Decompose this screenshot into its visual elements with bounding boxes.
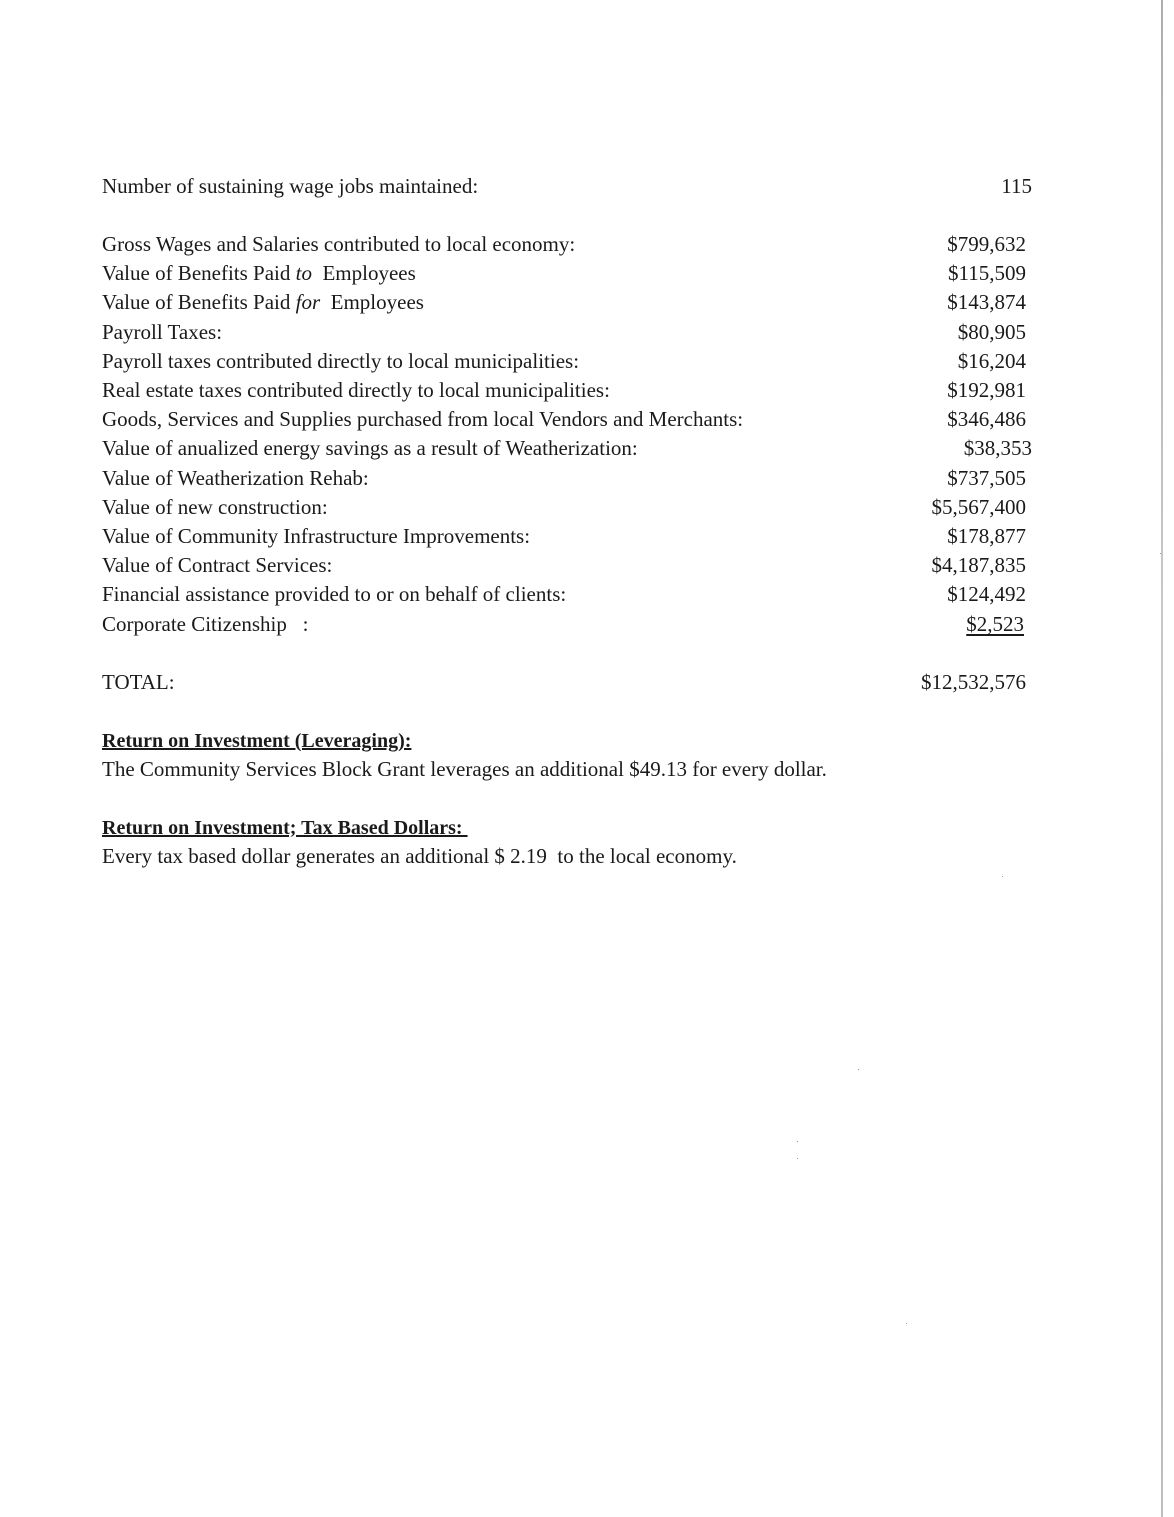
- row-value: $346,486: [947, 407, 1026, 431]
- table-row: [102, 522, 1032, 551]
- roi-tax-heading: Return on Investment; Tax Based Dollars:: [102, 817, 468, 839]
- scan-speck: [797, 1141, 798, 1142]
- jobs-value: 115: [1001, 174, 1032, 198]
- row-value: $192,981: [947, 378, 1026, 402]
- table-row: [102, 230, 1032, 259]
- roi-leveraging-heading: Return on Investment (Leveraging):: [102, 730, 412, 752]
- row-label-text: Value of Benefits Paid: [102, 261, 296, 285]
- row-label: Value of Community Infrastructure Improvements:: [102, 524, 531, 548]
- row-label: [102, 259, 416, 288]
- row-value: $737,505: [947, 466, 1026, 490]
- jobs-label: Number of sustaining wage jobs maintained:: [102, 174, 479, 198]
- row-value: $5,567,400: [931, 495, 1026, 519]
- scan-speck: [1160, 553, 1161, 554]
- row-value: $38,353: [963, 436, 1032, 460]
- row-label: Payroll taxes contributed directly to local municipalities:: [102, 349, 580, 373]
- row-label: Real estate taxes contributed directly to local municipalities:: [102, 378, 610, 402]
- row-value: $4,187,835: [931, 553, 1026, 577]
- jobs-row: [102, 172, 1032, 201]
- row-label: Corporate Citizenship :: [102, 612, 309, 636]
- table-row: [102, 434, 1032, 463]
- row-value: $178,877: [947, 524, 1026, 548]
- total-label: TOTAL:: [102, 670, 175, 694]
- row-value: $143,874: [947, 290, 1026, 314]
- row-value: $16,204: [957, 349, 1026, 373]
- roi-leveraging-text: The Community Services Block Grant leverages an additional $49.13 for every dollar.: [102, 757, 827, 781]
- row-label-text: Value of Benefits Paid: [102, 290, 296, 314]
- row-label: Value of Weatherization Rehab:: [102, 466, 369, 490]
- total-row: [102, 668, 1032, 697]
- table-row: [102, 580, 1032, 609]
- row-label: [102, 288, 424, 317]
- row-value: $124,492: [947, 582, 1026, 606]
- row-label-text: Employees: [320, 290, 424, 314]
- row-label-text: Employees: [311, 261, 416, 285]
- scan-speck: [906, 1323, 907, 1324]
- row-label: Financial assistance provided to or on behalf of clients:: [102, 582, 567, 606]
- row-label: Value of anualized energy savings as a result of Weatherization:: [102, 436, 638, 460]
- table-row: [102, 376, 1032, 405]
- table-row: [102, 610, 1032, 639]
- scan-speck: [1002, 876, 1003, 877]
- total-value: $12,532,576: [921, 670, 1026, 694]
- row-label-emphasis: to: [295, 261, 312, 285]
- row-value: $80,905: [957, 320, 1026, 344]
- table-row: [102, 405, 1032, 434]
- table-row: [102, 288, 1032, 317]
- row-label: Value of Contract Services:: [102, 553, 333, 577]
- scan-speck: [858, 1069, 859, 1070]
- row-label: Gross Wages and Salaries contributed to local economy:: [102, 232, 576, 256]
- row-value: $2,523: [966, 612, 1024, 636]
- table-row: [102, 464, 1032, 493]
- roi-tax-text: Every tax based dollar generates an additional $ 2.19 to the local economy.: [102, 844, 737, 868]
- row-label: Payroll Taxes:: [102, 320, 223, 344]
- row-value: $799,632: [947, 232, 1026, 256]
- table-row: [102, 493, 1032, 522]
- row-label-emphasis: for: [295, 290, 321, 314]
- row-label: Goods, Services and Supplies purchased from local Vendors and Merchants:: [102, 407, 744, 431]
- row-label: Value of new construction:: [102, 495, 328, 519]
- table-row: [102, 259, 1032, 288]
- row-value: $115,509: [948, 261, 1026, 285]
- scan-edge-line: [1161, 0, 1163, 1517]
- table-row: [102, 347, 1032, 376]
- table-row: [102, 551, 1032, 580]
- table-row: [102, 318, 1032, 347]
- scan-speck: [797, 1158, 798, 1159]
